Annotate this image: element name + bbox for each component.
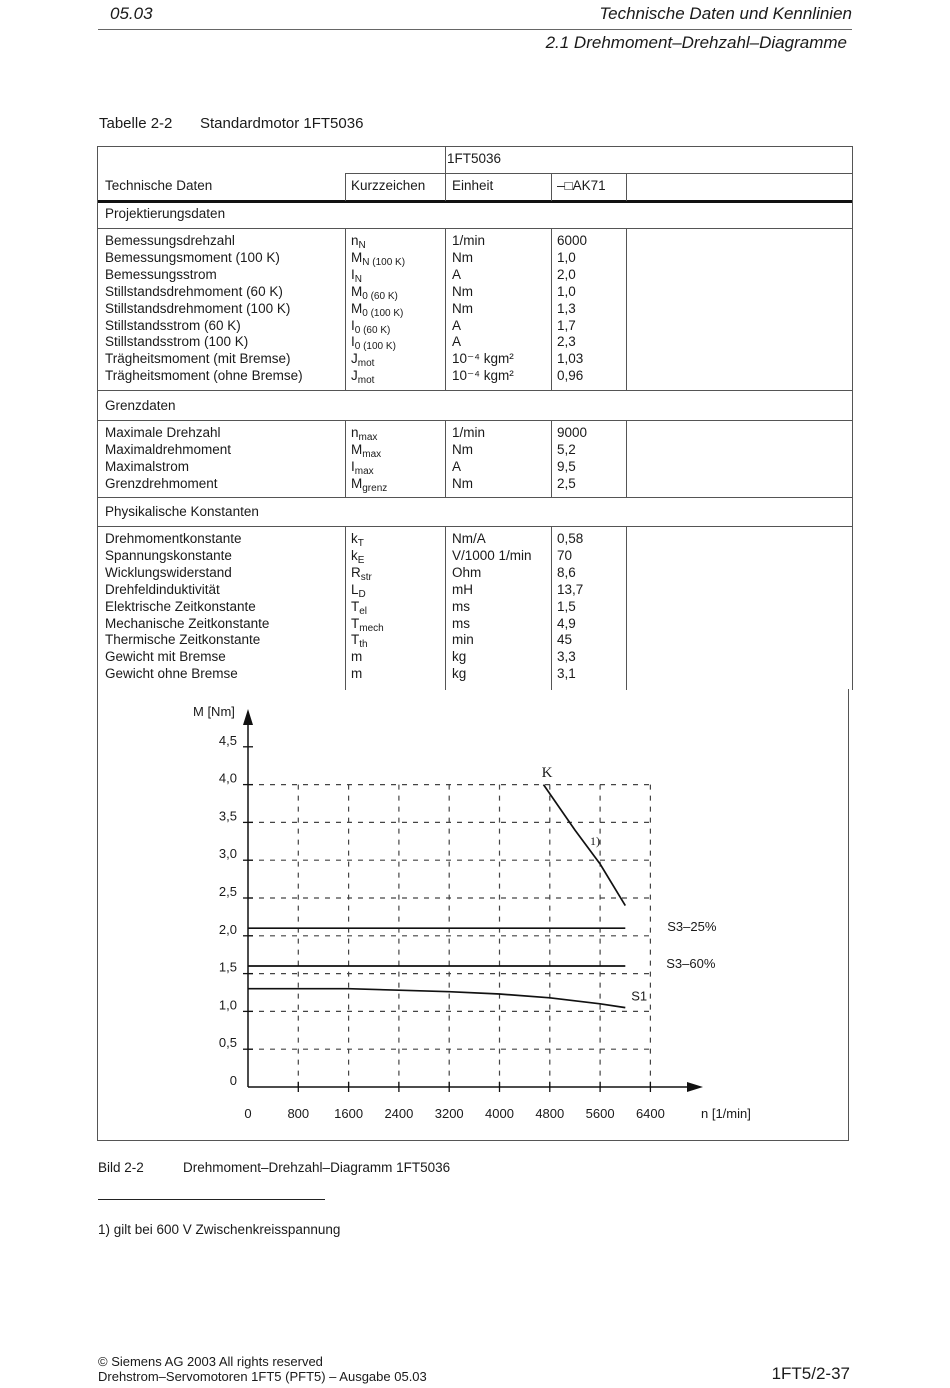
x-tick-label: 4000 bbox=[485, 1106, 514, 1121]
y-tick-label: 1,0 bbox=[218, 997, 237, 1013]
y-axis-arrow bbox=[243, 709, 253, 725]
table-row-value: 1,3 bbox=[557, 300, 576, 316]
figure-caption bbox=[98, 1160, 450, 1175]
table-row-unit: Nm bbox=[452, 441, 473, 457]
column-divider bbox=[445, 420, 446, 497]
column-divider bbox=[551, 173, 552, 201]
x-axis-arrow bbox=[687, 1082, 703, 1092]
table-row-name: Spannungskonstante bbox=[105, 547, 232, 563]
table-left-border bbox=[97, 146, 98, 690]
section-divider bbox=[97, 420, 852, 421]
y-tick-label: 4,5 bbox=[218, 732, 237, 748]
y-tick-label: 2,0 bbox=[218, 921, 237, 937]
table-row-unit: kg bbox=[452, 649, 467, 665]
x-tick-label: 6400 bbox=[635, 1106, 665, 1121]
motor-type-header: 1FT5036 bbox=[447, 151, 502, 166]
x-tick-label: 0 bbox=[244, 1106, 252, 1121]
table-row-unit: mH bbox=[452, 581, 473, 597]
table-row-value: 0,58 bbox=[557, 531, 584, 546]
y-axis-label: M [Nm] bbox=[193, 704, 235, 719]
x-tick-label: 2400 bbox=[384, 1106, 414, 1121]
table-row-symbol: $M_{max}$ bbox=[351, 441, 382, 460]
table-row-unit: Nm bbox=[452, 249, 473, 265]
motor-row-border bbox=[345, 173, 852, 174]
header-thick-rule bbox=[97, 200, 852, 203]
table-row-name: Bemessungsdrehzahl bbox=[105, 233, 235, 248]
series-label: S3–25% bbox=[667, 919, 717, 935]
table-row-value: 3,1 bbox=[557, 666, 576, 682]
table-row-symbol: $J_{mot}$ bbox=[351, 368, 375, 387]
column-divider bbox=[626, 173, 627, 201]
section-divider bbox=[97, 228, 852, 229]
table-row-unit: A bbox=[452, 458, 462, 474]
series-line bbox=[544, 785, 626, 906]
table-row-value: 9,5 bbox=[557, 458, 576, 474]
chart-annotation: K bbox=[541, 765, 553, 782]
column-divider bbox=[345, 420, 346, 497]
table-row-unit: 10⁻⁴ kgm² bbox=[452, 368, 514, 384]
table-caption bbox=[99, 115, 363, 132]
table-row-name: Gewicht ohne Bremse bbox=[105, 666, 238, 682]
table-row-unit: Nm/A bbox=[452, 531, 486, 546]
table-row-name: Stillstandsstrom (60 K) bbox=[105, 317, 241, 333]
column-divider bbox=[626, 228, 627, 390]
table-row-symbol: $k_E$ bbox=[351, 547, 365, 566]
figure-caption-label: Bild 2-2 bbox=[98, 1160, 144, 1175]
col-header-name: Technische Daten bbox=[105, 178, 213, 193]
table-row-symbol: $R_{str}$ bbox=[351, 564, 372, 583]
table-row-unit: 1/min bbox=[452, 233, 486, 248]
series-label: S3–60% bbox=[666, 956, 716, 972]
column-divider bbox=[551, 420, 552, 497]
table-row-value: 9000 bbox=[557, 425, 588, 440]
table-row-name: Grenzdrehmoment bbox=[105, 475, 218, 491]
col-header-unit: Einheit bbox=[452, 178, 494, 193]
table-row-name: Thermische Zeitkonstante bbox=[105, 632, 261, 648]
table-row-name: Drehfeldinduktivität bbox=[105, 581, 220, 597]
column-divider bbox=[345, 228, 346, 390]
table-row-value: 45 bbox=[557, 632, 573, 648]
table-row-name: Bemessungsstrom bbox=[105, 266, 217, 282]
table-row-unit: kg bbox=[452, 666, 467, 682]
footnote-rule bbox=[98, 1199, 325, 1200]
table-row-unit: ms bbox=[452, 615, 470, 631]
table-row-name: Gewicht mit Bremse bbox=[105, 649, 226, 665]
y-tick-label: 4,0 bbox=[218, 770, 237, 786]
table-caption-label: Tabelle 2-2 bbox=[99, 115, 173, 132]
table-row-symbol: $T_{mech}$ bbox=[351, 615, 384, 634]
table-row-value: 2,5 bbox=[557, 475, 576, 491]
publication-text: Drehstrom–Servomotoren 1FT5 (PFT5) – Ausgabe 05.03 bbox=[98, 1369, 427, 1384]
table-row-symbol: $M_{0 (100 K)}$ bbox=[351, 300, 404, 319]
table-row-unit: ms bbox=[452, 598, 470, 614]
x-axis-label: n [1/min] bbox=[701, 1106, 751, 1121]
chart-annotation: 1) bbox=[590, 834, 601, 849]
table-row-symbol: $M_{0 (60 K)}$ bbox=[351, 283, 398, 302]
table-row-value: 8,6 bbox=[557, 564, 576, 580]
table-row-symbol: m bbox=[351, 649, 363, 665]
table-caption-title: Standardmotor 1FT5036 bbox=[200, 115, 364, 132]
column-divider bbox=[626, 526, 627, 690]
y-tick-label: 0 bbox=[229, 1073, 237, 1088]
table-row-value: 13,7 bbox=[557, 581, 584, 597]
table-row-unit: min bbox=[452, 632, 474, 648]
series-line bbox=[248, 989, 625, 1008]
column-divider bbox=[445, 228, 446, 390]
y-tick-label: 3,0 bbox=[218, 846, 237, 862]
section-title: Physikalische Konstanten bbox=[105, 504, 259, 519]
table-row-value: 6000 bbox=[557, 233, 588, 248]
table-row-value: 2,3 bbox=[557, 334, 576, 350]
section-bottom-border bbox=[97, 497, 852, 498]
x-tick-label: 4800 bbox=[535, 1106, 565, 1121]
table-row-value: 5,2 bbox=[557, 441, 576, 457]
table-row-symbol: $L_D$ bbox=[351, 581, 366, 600]
table-row-symbol: $M_{N (100 K)}$ bbox=[351, 249, 406, 268]
table-row-unit: 10⁻⁴ kgm² bbox=[452, 351, 514, 367]
table-row-unit: Ohm bbox=[452, 564, 482, 580]
table-row-unit: A bbox=[452, 334, 462, 350]
table-row-value: 1,0 bbox=[557, 283, 576, 299]
table-row-name: Stillstandsstrom (100 K) bbox=[105, 334, 249, 350]
table-row-value: 3,3 bbox=[557, 649, 576, 665]
table-row-unit: V/1000 1/min bbox=[452, 547, 532, 563]
table-row-symbol: m bbox=[351, 666, 363, 682]
copyright-text: © Siemens AG 2003 All rights reserved bbox=[98, 1354, 323, 1369]
table-row-symbol: $I_{0 (100 K)}$ bbox=[351, 334, 396, 353]
table-row-symbol: $J_{mot}$ bbox=[351, 351, 375, 370]
section-title: Projektierungsdaten bbox=[105, 206, 226, 221]
torque-speed-chart bbox=[97, 689, 850, 1141]
table-top-border bbox=[97, 146, 852, 147]
column-divider bbox=[445, 173, 446, 201]
table-row-name: Maximale Drehzahl bbox=[105, 425, 221, 440]
page-number: 1FT5/2-37 bbox=[771, 1364, 850, 1383]
table-row-unit: Nm bbox=[452, 283, 473, 299]
section-bottom-border bbox=[97, 390, 852, 391]
table-row-unit: Nm bbox=[452, 300, 473, 316]
footnote: 1) gilt bei 600 V Zwischenkreisspannung bbox=[98, 1222, 341, 1237]
table-row-symbol: $I_{max}$ bbox=[351, 458, 374, 477]
table-row-symbol: $k_T$ bbox=[351, 531, 364, 549]
table-row-symbol: $n_{max}$ bbox=[351, 425, 378, 443]
table-row-symbol: $M_{grenz}$ bbox=[351, 475, 388, 494]
table-right-border bbox=[852, 146, 853, 690]
header-rule bbox=[98, 29, 852, 30]
column-divider bbox=[445, 526, 446, 690]
table-row-name: Wicklungswiderstand bbox=[105, 564, 232, 580]
column-divider bbox=[551, 526, 552, 690]
series-label: S1 bbox=[631, 988, 648, 1004]
table-row-value: 1,5 bbox=[557, 598, 576, 614]
footer-copyright bbox=[98, 1354, 427, 1384]
table-row-value: 1,7 bbox=[557, 317, 576, 333]
table-row-value: 1,03 bbox=[557, 351, 584, 367]
table-row-name: Maximalstrom bbox=[105, 458, 190, 474]
figure-caption-title: Drehmoment–Drehzahl–Diagramm 1FT5036 bbox=[183, 1160, 451, 1175]
table-row-symbol: $I_{0 (60 K)}$ bbox=[351, 317, 391, 336]
table-row-name: Mechanische Zeitkonstante bbox=[105, 615, 270, 631]
table-row-symbol: $n_N$ bbox=[351, 233, 366, 251]
x-tick-label: 1600 bbox=[334, 1106, 364, 1121]
y-tick-label: 1,5 bbox=[218, 959, 237, 975]
table-row-name: Elektrische Zeitkonstante bbox=[105, 598, 256, 614]
col-header-symbol: Kurzzeichen bbox=[351, 178, 426, 193]
table-row-unit: 1/min bbox=[452, 425, 486, 440]
table-row-name: Stillstandsdrehmoment (100 K) bbox=[105, 300, 291, 316]
column-divider bbox=[345, 526, 346, 690]
table-row-name: Stillstandsdrehmoment (60 K) bbox=[105, 283, 283, 299]
table-row-value: 70 bbox=[557, 547, 573, 563]
header-chapter: Technische Daten und Kennlinien bbox=[599, 4, 852, 23]
table-row-unit: A bbox=[452, 317, 462, 333]
table-row-name: Bemessungsmoment (100 K) bbox=[105, 249, 280, 265]
header-section: 2.1 Drehmoment–Drehzahl–Diagramme bbox=[545, 33, 847, 52]
col-header-variant: –□AK71 bbox=[557, 178, 606, 193]
x-tick-label: 5600 bbox=[585, 1106, 615, 1121]
column-divider bbox=[626, 420, 627, 497]
x-tick-label: 800 bbox=[287, 1106, 310, 1121]
table-row-name: Maximaldrehmoment bbox=[105, 441, 232, 457]
column-divider bbox=[345, 173, 346, 201]
table-row-unit: Nm bbox=[452, 475, 473, 491]
table-row-value: 1,0 bbox=[557, 249, 576, 265]
column-divider bbox=[551, 228, 552, 390]
table-row-name: Drehmomentkonstante bbox=[105, 531, 242, 546]
header-date: 05.03 bbox=[110, 4, 153, 23]
y-tick-label: 3,5 bbox=[218, 808, 237, 824]
table-row-name: Trägheitsmoment (mit Bremse) bbox=[105, 351, 291, 367]
table-row-symbol: $T_{th}$ bbox=[351, 632, 368, 651]
table-row-unit: A bbox=[452, 266, 462, 282]
y-tick-label: 0,5 bbox=[218, 1035, 237, 1051]
table-row-symbol: $T_{el}$ bbox=[351, 598, 368, 617]
table-row-name: Trägheitsmoment (ohne Bremse) bbox=[105, 368, 303, 384]
section-divider bbox=[97, 526, 852, 527]
section-title: Grenzdaten bbox=[105, 398, 176, 413]
table-row-value: 2,0 bbox=[557, 266, 576, 282]
table-row-value: 4,9 bbox=[557, 615, 576, 631]
table-row-value: 0,96 bbox=[557, 368, 584, 384]
table-row-symbol: $I_N$ bbox=[351, 266, 362, 285]
motor-header-divider bbox=[445, 146, 446, 173]
y-tick-label: 2,5 bbox=[218, 884, 237, 899]
x-tick-label: 3200 bbox=[434, 1106, 464, 1121]
